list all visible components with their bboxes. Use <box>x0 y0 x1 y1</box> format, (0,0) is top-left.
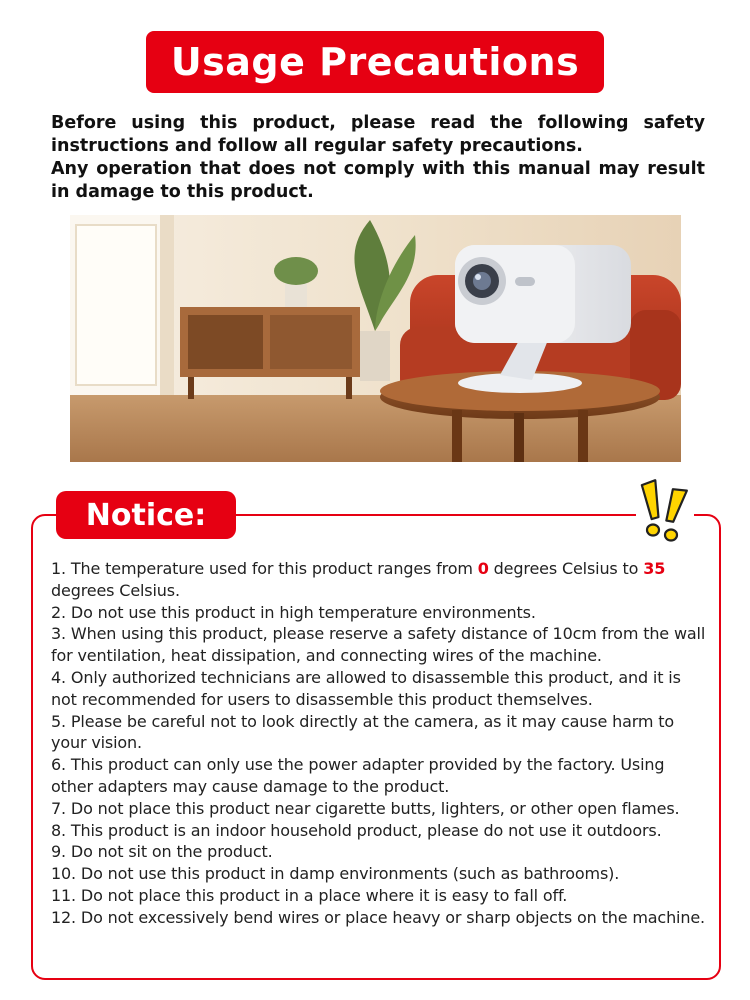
notice-item-text: 1. The temperature used for this product ranges from <box>51 559 478 578</box>
notice-item-text: degrees Celsius to <box>488 559 644 578</box>
intro-paragraph: Before using this product, please read the following safety instructions and follow all regular safety precautions. <box>51 113 705 156</box>
notice-item: 4. Only authorized technicians are allowed to disassemble this product, and it is not recommended for users to disassemble this product themselves. <box>51 667 681 709</box>
max-temperature-value: 35 <box>643 559 666 578</box>
notice-item: 3. When using this product, please reserve a safety distance of 10cm from the wall for ventilation, heat dissipation, and connecting wires of the machine. <box>51 624 706 666</box>
intro-text <box>51 112 705 204</box>
notice-item: 11. Do not place this product in a place where it is easy to fall off. <box>51 885 568 905</box>
page-title: Usage Precautions <box>170 40 580 84</box>
notice-item: 8. This product is an indoor household product, please do not use it outdoors. <box>51 820 662 840</box>
notice-item: 5. Please be careful not to look directly at the camera, as it may cause harm to your vision. <box>51 711 675 753</box>
intro-paragraph: Any operation that does not comply with this manual may result in damage to this product. <box>51 159 705 202</box>
notice-heading: Notice: <box>85 497 207 533</box>
notice-item: 10. Do not use this product in damp environments (such as bathrooms). <box>51 864 620 884</box>
title-banner <box>146 31 604 93</box>
notice-item-text: degrees Celsius. <box>51 580 180 600</box>
notice-item: 7. Do not place this product near cigarette butts, lighters, or other open flames. <box>51 798 680 818</box>
notice-item: 9. Do not sit on the product. <box>51 842 273 862</box>
notice-item <box>51 558 711 602</box>
min-temperature-value: 0 <box>477 559 489 578</box>
notice-heading-tab <box>56 491 236 539</box>
product-photo <box>70 215 681 462</box>
notice-item: 12. Do not excessively bend wires or place heavy or sharp objects on the machine. <box>51 907 705 927</box>
projector-scene-illustration <box>70 215 681 462</box>
notice-item: 2. Do not use this product in high temperature environments. <box>51 602 536 622</box>
notice-item: 6. This product can only use the power adapter provided by the factory. Using other adapters may cause damage to the product. <box>51 755 665 796</box>
notice-list <box>51 558 711 929</box>
double-exclamation-icon <box>636 478 694 544</box>
